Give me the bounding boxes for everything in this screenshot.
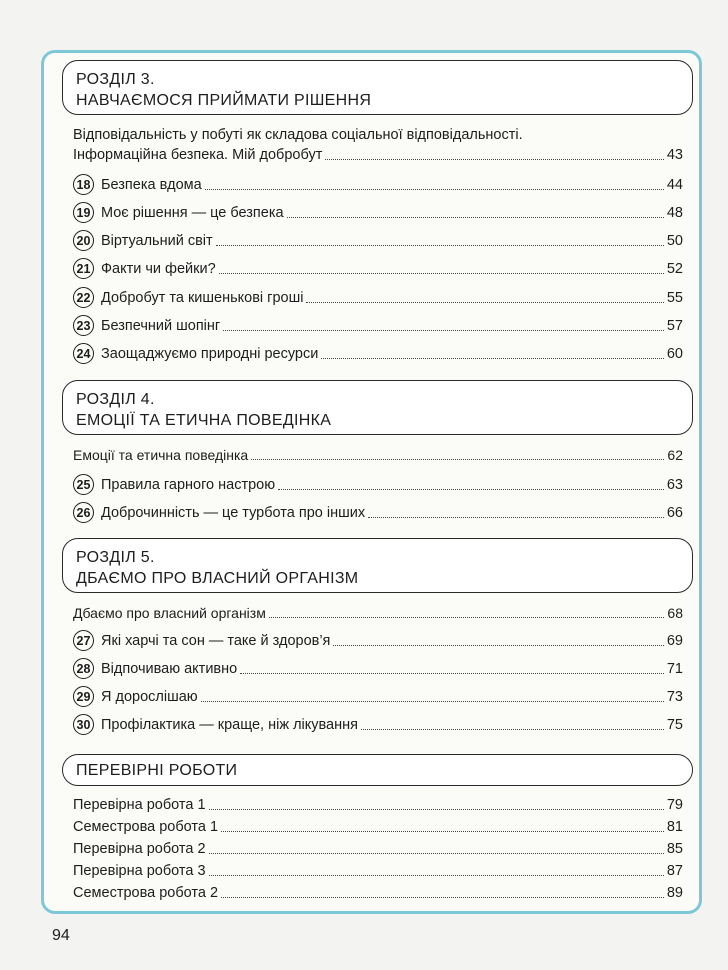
lesson-number-badge: 26 [73, 502, 94, 523]
section-3-intro-line1: Відповідальність у побуті як складова соціальної відповідальності. [73, 127, 523, 143]
section-3-intro-page: 43 [666, 147, 683, 163]
entry-page: 52 [666, 261, 683, 277]
entry-page: 79 [666, 797, 683, 813]
leader-dots [209, 853, 664, 854]
entry-title: Емоції та етична поведінка [73, 447, 249, 463]
entry-page: 44 [666, 177, 683, 193]
entry-title: Добробут та кишенькові гроші [101, 290, 304, 306]
entry-title: Семестрова робота 2 [73, 885, 219, 901]
leader-dots [221, 831, 664, 832]
leader-dots [201, 701, 664, 702]
section-4-header [62, 380, 693, 435]
toc-entry[interactable] [73, 470, 683, 494]
section-4-title-line2: ЕМОЦІЇ ТА ЕТИЧНА ПОВЕДІНКА [76, 412, 332, 429]
toc-entry[interactable] [73, 812, 683, 836]
toc-entry[interactable] [73, 283, 683, 307]
leader-dots [333, 645, 663, 646]
entry-page: 63 [666, 477, 683, 493]
entry-title: Безпека вдома [101, 177, 202, 193]
entry-page: 57 [666, 318, 683, 334]
entry-page: 87 [666, 863, 683, 879]
entry-title: Заощаджуємо природні ресурси [101, 346, 319, 362]
leader-dots [209, 875, 664, 876]
toc-entry[interactable] [73, 311, 683, 335]
entry-title: Безпечний шопінг [101, 318, 221, 334]
leader-dots [306, 302, 663, 303]
leader-dots [361, 729, 664, 730]
toc-entry[interactable] [73, 170, 683, 194]
toc-entry[interactable] [73, 878, 683, 902]
entry-page: 89 [666, 885, 683, 901]
entry-title: Перевірна робота 3 [73, 863, 206, 879]
leader-dots [205, 189, 664, 190]
leader-dots [221, 897, 664, 898]
entry-title: Правила гарного настрою [101, 477, 276, 493]
leader-dots [240, 673, 664, 674]
toc-entry[interactable] [73, 498, 683, 522]
leader-dots [368, 517, 664, 518]
section-3-title-line1: РОЗДІЛ 3. [76, 71, 155, 88]
entry-page: 73 [666, 689, 683, 705]
leader-dots [251, 459, 664, 460]
leader-dots [209, 809, 664, 810]
page-number: 94 [52, 927, 70, 944]
section-5-header [62, 538, 693, 593]
tests-title: ПЕРЕВІРНІ РОБОТИ [76, 762, 238, 779]
section-3-header [62, 60, 693, 115]
toc-entry[interactable] [73, 654, 683, 678]
entry-title: Профілактика — краще, ніж лікування [101, 717, 358, 733]
entry-page: 81 [666, 819, 683, 835]
leader-dots [278, 489, 664, 490]
lesson-number-badge: 27 [73, 630, 94, 651]
toc-entry[interactable] [73, 198, 683, 222]
entry-title: Дбаємо про власний організм [73, 605, 266, 621]
lesson-number-badge: 24 [73, 343, 94, 364]
entry-title: Моє рішення — це безпека [101, 205, 284, 221]
leader-dots [223, 330, 664, 331]
entry-title: Які харчі та сон — таке й здоров’я [101, 633, 331, 649]
entry-title: Факти чи фейки? [101, 261, 216, 277]
lesson-number-badge: 25 [73, 474, 94, 495]
toc-entry[interactable] [73, 710, 683, 734]
section-3-intro [73, 125, 683, 165]
leader-dots [216, 245, 664, 246]
section-5-title-line2: ДБАЄМО ПРО ВЛАСНИЙ ОРГАНІЗМ [76, 570, 359, 587]
tests-header [62, 754, 693, 786]
lesson-number-badge: 22 [73, 287, 94, 308]
entry-title: Перевірна робота 2 [73, 841, 206, 857]
section-3-intro-line2: Інформаційна безпека. Мій добробут [73, 147, 323, 163]
toc-entry[interactable] [73, 226, 683, 250]
entry-title: Доброчинність — це турбота про інших [101, 505, 366, 521]
lesson-number-badge: 23 [73, 315, 94, 336]
entry-page: 50 [666, 233, 683, 249]
section-5-title-line1: РОЗДІЛ 5. [76, 549, 155, 566]
entry-page: 62 [667, 447, 683, 463]
toc-entry[interactable] [73, 626, 683, 650]
lesson-number-badge: 20 [73, 230, 94, 251]
lesson-number-badge: 21 [73, 258, 94, 279]
section-4-title-line1: РОЗДІЛ 4. [76, 391, 155, 408]
entry-page: 66 [666, 505, 683, 521]
entry-title: Відпочиваю активно [101, 661, 238, 677]
entry-title: Я дорослішаю [101, 689, 198, 705]
entry-page: 75 [666, 717, 683, 733]
lesson-number-badge: 30 [73, 714, 94, 735]
leader-dots [219, 273, 664, 274]
leader-dots [287, 217, 664, 218]
leader-dots [325, 159, 664, 160]
lesson-number-badge: 28 [73, 658, 94, 679]
toc-entry[interactable] [73, 790, 683, 814]
entry-page: 69 [666, 633, 683, 649]
entry-page: 68 [667, 605, 683, 621]
entry-page: 60 [666, 346, 683, 362]
toc-entry[interactable] [73, 682, 683, 706]
entry-page: 48 [666, 205, 683, 221]
entry-title: Віртуальний світ [101, 233, 213, 249]
toc-entry[interactable] [73, 339, 683, 363]
toc-entry[interactable] [73, 856, 683, 880]
entry-title: Перевірна робота 1 [73, 797, 206, 813]
leader-dots [321, 358, 664, 359]
entry-page: 55 [666, 290, 683, 306]
section-3-title-line2: НАВЧАЄМОСЯ ПРИЙМАТИ РІШЕННЯ [76, 92, 372, 109]
toc-entry[interactable] [73, 440, 683, 464]
toc-entry[interactable] [73, 598, 683, 622]
toc-entry[interactable] [73, 254, 683, 278]
entry-page: 71 [666, 661, 683, 677]
entry-title: Семестрова робота 1 [73, 819, 219, 835]
lesson-number-badge: 29 [73, 686, 94, 707]
toc-entry[interactable] [73, 834, 683, 858]
leader-dots [269, 617, 665, 618]
lesson-number-badge: 18 [73, 174, 94, 195]
lesson-number-badge: 19 [73, 202, 94, 223]
entry-page: 85 [666, 841, 683, 857]
